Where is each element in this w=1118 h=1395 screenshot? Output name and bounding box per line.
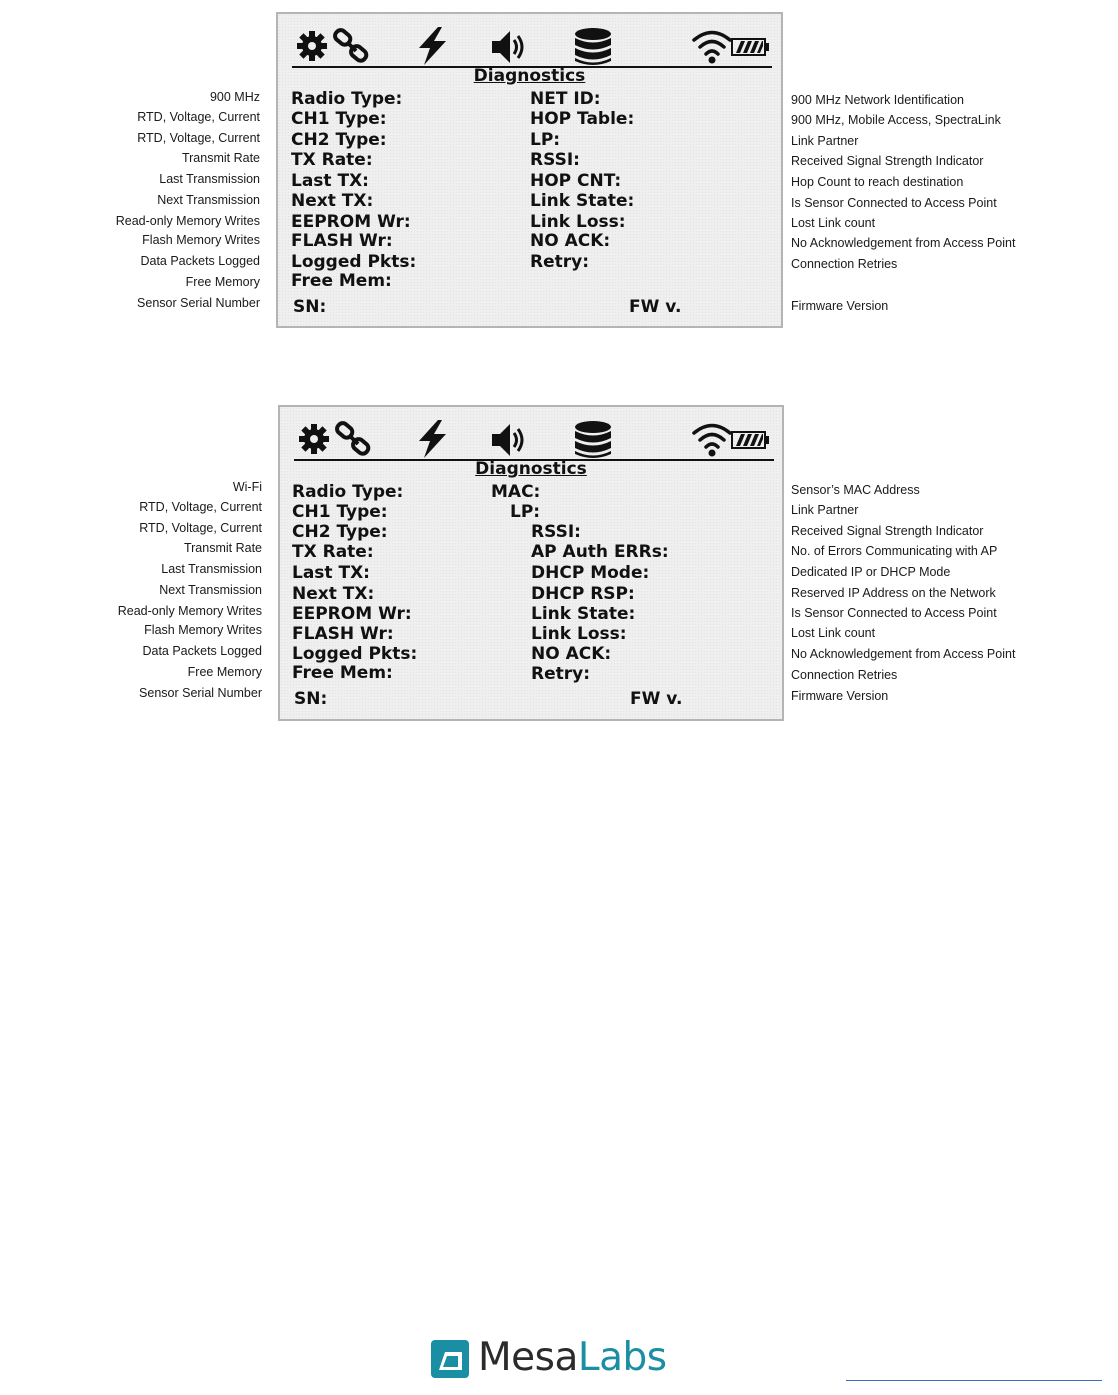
annotation-label: Connection Retries (791, 668, 898, 682)
field-hop-table: HOP Table: (530, 109, 635, 129)
field-last-tx: Last TX: (291, 171, 369, 191)
field-rssi: RSSI: (530, 150, 580, 170)
gear-icon (298, 423, 330, 455)
field-link-loss: Link Loss: (530, 212, 626, 232)
field-lp: LP: (530, 130, 561, 150)
annotation-label: Sensor Serial Number (139, 686, 262, 700)
field-eeprom-wr: EEPROM Wr: (291, 212, 411, 232)
annotation-label: Data Packets Logged (142, 644, 262, 658)
annotation-label: Link Partner (791, 134, 859, 148)
annotation-label: 900 MHz Network Identification (791, 93, 964, 107)
annotation-label: Transmit Rate (181, 151, 260, 165)
field-sn: SN: (293, 297, 327, 317)
field-link-state: Link State: (531, 604, 636, 624)
field-logged-pkts: Logged Pkts: (292, 644, 418, 664)
annotation-label: Next Transmission (157, 193, 260, 207)
annotation-label: Firmware Version (791, 689, 889, 703)
field-tx-rate: TX Rate: (292, 542, 374, 562)
logo-text-mesa: Mesa (478, 1335, 578, 1380)
field-net-id: NET ID: (530, 89, 601, 109)
annotation-label: Sensor’s MAC Address (791, 483, 920, 497)
annotation-label: Read-only Memory Writes (115, 214, 260, 228)
mesa-labs-logo (478, 1334, 667, 1382)
field-free-mem: Free Mem: (292, 663, 393, 683)
annotation-label: RTD, Voltage, Current (139, 500, 262, 514)
annotation-label: RTD, Voltage, Current (137, 110, 260, 124)
field-flash-wr: FLASH Wr: (291, 231, 393, 251)
field-dhcp-rsp: DHCP RSP: (531, 584, 635, 604)
annotation-label: No. of Errors Communicating with AP (791, 544, 998, 558)
field-radio-type: Radio Type: (291, 89, 403, 109)
field-fw-version: FW v. (630, 689, 683, 709)
field-logged-pkts: Logged Pkts: (291, 252, 417, 272)
annotation-label: Flash Memory Writes (144, 623, 262, 637)
annotation-label: Received Signal Strength Indicator (791, 524, 984, 538)
annotation-label: No Acknowledgement from Access Point (791, 647, 1016, 661)
footer-divider (846, 1380, 1102, 1381)
annotation-label: Last Transmission (161, 562, 262, 576)
annotation-label: Is Sensor Connected to Access Point (791, 196, 997, 210)
link-icon (334, 421, 374, 459)
annotation-label: RTD, Voltage, Current (137, 131, 260, 145)
screen-title: Diagnostics (475, 459, 587, 479)
annotation-label: Wi-Fi (232, 480, 262, 494)
annotation-label: Is Sensor Connected to Access Point (791, 606, 997, 620)
wifi-icon (691, 29, 733, 65)
annotation-label: Flash Memory Writes (142, 233, 260, 247)
field-radio-type: Radio Type: (292, 482, 404, 502)
field-retry: Retry: (530, 252, 590, 272)
annotation-label: Received Signal Strength Indicator (791, 154, 984, 168)
annotation-label: 900 MHz, Mobile Access, SpectraLink (791, 113, 1001, 127)
field-mac: MAC: (491, 482, 541, 502)
logo-text-labs: Labs (577, 1335, 667, 1380)
field-hop-cnt: HOP CNT: (530, 171, 622, 191)
annotation-label: Connection Retries (791, 257, 898, 271)
database-icon (573, 420, 613, 460)
annotation-label: Sensor Serial Number (137, 296, 260, 310)
speaker-icon (490, 421, 530, 459)
field-lp: LP: (510, 502, 541, 522)
field-free-mem: Free Mem: (291, 271, 392, 291)
field-tx-rate: TX Rate: (291, 150, 373, 170)
annotation-label: Free Memory (185, 275, 260, 289)
annotation-label: RTD, Voltage, Current (139, 521, 262, 535)
speaker-icon (490, 28, 530, 66)
field-last-tx: Last TX: (292, 563, 370, 583)
diagnostics-screen-900mhz (276, 12, 783, 328)
link-icon (332, 28, 372, 66)
annotation-label: Reserved IP Address on the Network (791, 586, 996, 600)
annotation-label: Lost Link count (791, 626, 876, 640)
field-ch1-type: CH1 Type: (291, 109, 387, 129)
annotation-label: Link Partner (791, 503, 859, 517)
annotation-label: Dedicated IP or DHCP Mode (791, 565, 951, 579)
lightning-icon (412, 419, 452, 459)
field-dhcp-mode: DHCP Mode: (531, 563, 650, 583)
battery-icon (731, 38, 771, 56)
annotation-label: Transmit Rate (183, 541, 262, 555)
diagnostics-screen-wifi (278, 405, 784, 721)
field-rssi: RSSI: (531, 522, 581, 542)
annotation-label: Last Transmission (159, 172, 260, 186)
field-next-tx: Next TX: (292, 584, 375, 604)
annotation-label: 900 MHz (209, 90, 260, 104)
field-sn: SN: (294, 689, 328, 709)
field-eeprom-wr: EEPROM Wr: (292, 604, 412, 624)
annotation-label: Next Transmission (159, 583, 262, 597)
database-icon (573, 27, 613, 67)
wifi-icon (691, 422, 733, 458)
lightning-icon (412, 26, 452, 66)
annotation-label: Data Packets Logged (140, 254, 260, 268)
field-fw-version: FW v. (629, 297, 682, 317)
status-icon-bar (280, 407, 782, 461)
field-flash-wr: FLASH Wr: (292, 624, 394, 644)
annotation-label: Read-only Memory Writes (117, 604, 262, 618)
field-ch2-type: CH2 Type: (292, 522, 388, 542)
field-no-ack: NO ACK: (531, 644, 612, 664)
annotation-label: Lost Link count (791, 216, 876, 230)
screen-title: Diagnostics (473, 66, 586, 86)
field-ap-auth-errs: AP Auth ERRs: (531, 542, 669, 562)
annotation-label: Free Memory (187, 665, 262, 679)
field-retry: Retry: (531, 664, 591, 684)
annotation-label: No Acknowledgement from Access Point (791, 236, 1016, 250)
status-icon-bar (278, 14, 781, 68)
field-ch2-type: CH2 Type: (291, 130, 387, 150)
field-link-state: Link State: (530, 191, 635, 211)
field-no-ack: NO ACK: (530, 231, 611, 251)
gear-icon (296, 30, 328, 62)
field-link-loss: Link Loss: (531, 624, 627, 644)
battery-icon (731, 431, 771, 449)
field-ch1-type: CH1 Type: (292, 502, 388, 522)
annotation-label: Hop Count to reach destination (791, 175, 964, 189)
mesa-labs-logo-icon (431, 1338, 469, 1380)
annotation-label: Firmware Version (791, 299, 889, 313)
field-next-tx: Next TX: (291, 191, 374, 211)
